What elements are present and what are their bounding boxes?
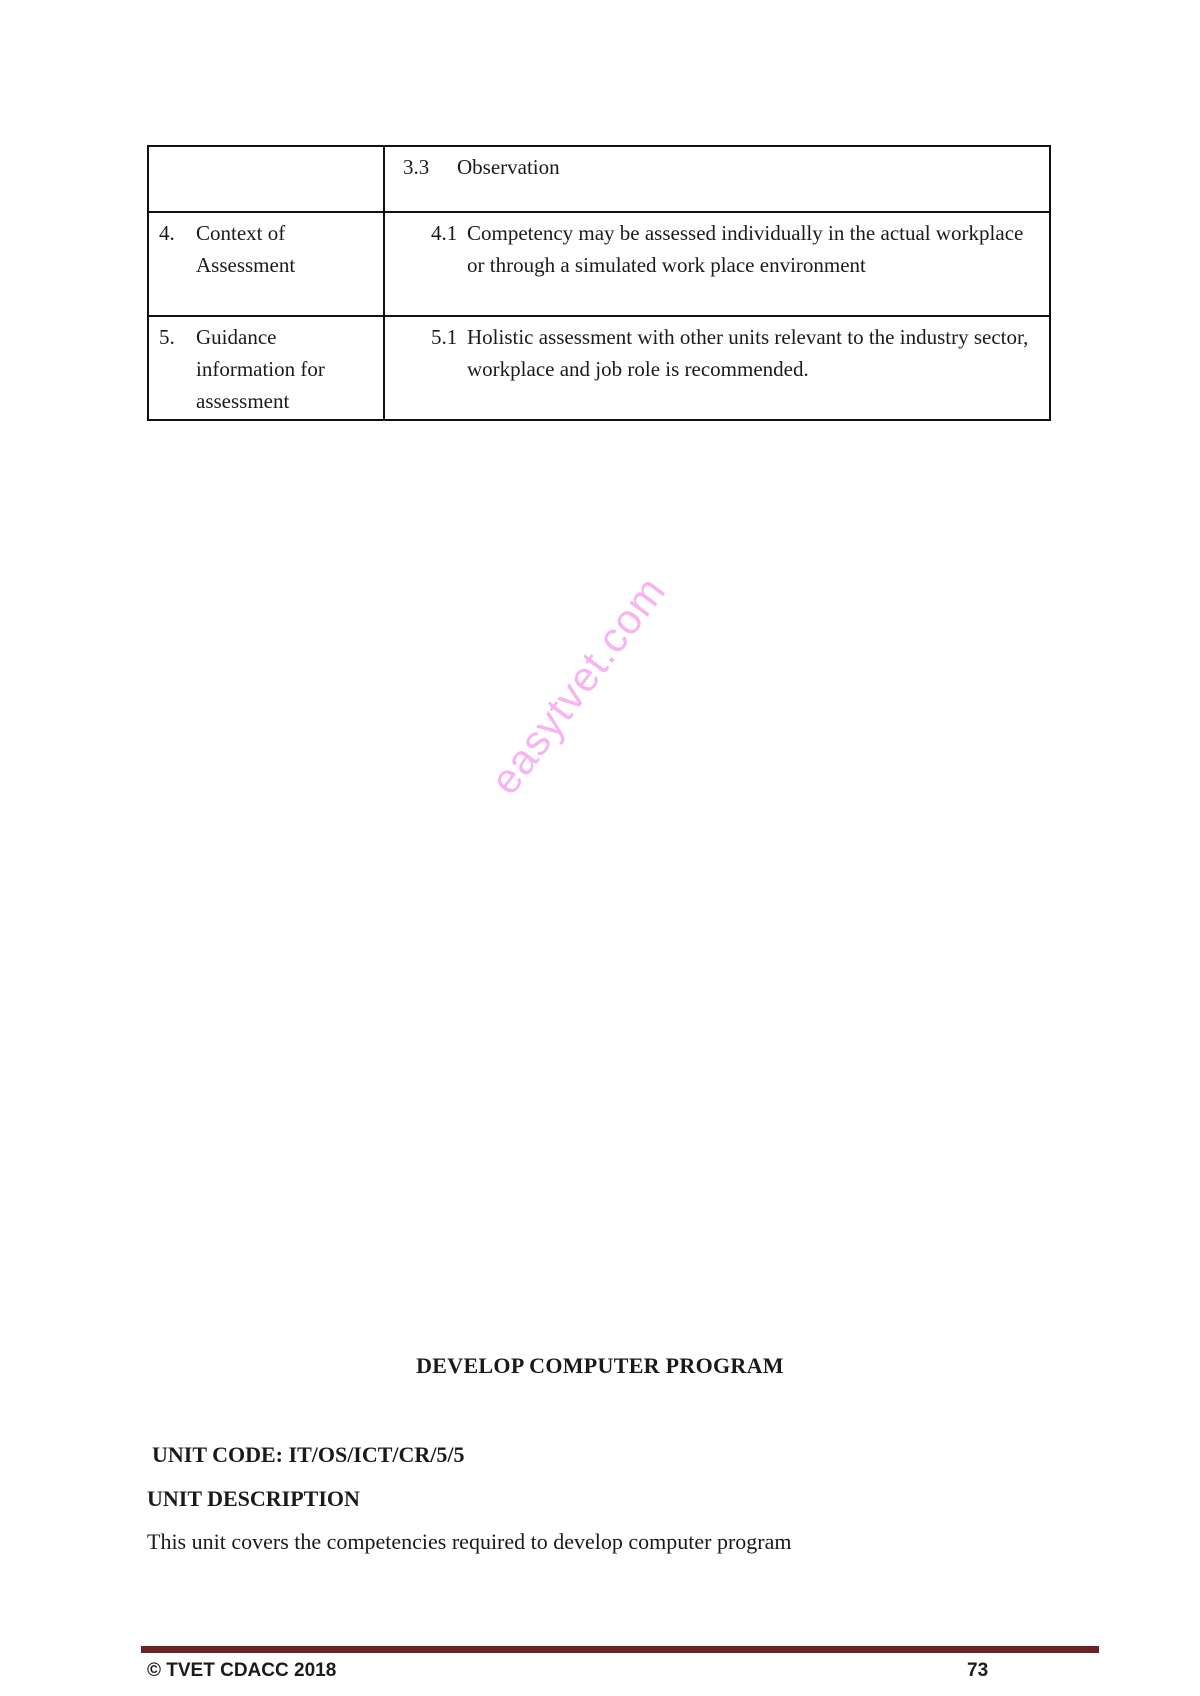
- item-text: Holistic assessment with other units relevant to the industry sector, workplace and job role is recommended.: [467, 325, 1029, 381]
- footer-divider: [141, 1646, 1099, 1653]
- table-cell-left: [148, 316, 384, 420]
- item-number: 4.: [159, 221, 175, 245]
- table-cell-right: [384, 316, 1050, 420]
- table-row: [148, 212, 1050, 316]
- critical-aspect-label: Guidance information for assessment: [196, 325, 325, 413]
- table-cell-right: [384, 146, 1050, 212]
- item-text: Observation: [457, 155, 560, 179]
- table-cell-left: [148, 146, 384, 212]
- table-cell-left: [148, 212, 384, 316]
- table-row: [148, 146, 1050, 212]
- assessment-table: [147, 145, 1051, 421]
- watermark: easytvet.com: [480, 567, 675, 803]
- unit-description-heading: UNIT DESCRIPTION: [147, 1486, 360, 1511]
- unit-code: UNIT CODE: IT/OS/ICT/CR/5/5: [152, 1442, 465, 1467]
- unit-title: DEVELOP COMPUTER PROGRAM: [416, 1353, 784, 1378]
- item-number: 4.1: [431, 221, 458, 245]
- item-number: 5.1: [431, 325, 458, 349]
- item-text: Competency may be assessed individually in the actual workplace or through a simulated work place environment: [467, 221, 1024, 277]
- item-number: 5.: [159, 325, 175, 349]
- footer-copyright: © TVET CDACC 2018: [147, 1660, 337, 1681]
- item-number: 3.3: [403, 155, 430, 179]
- page-number: 73: [967, 1660, 989, 1681]
- unit-description-text: This unit covers the competencies required to develop computer program: [147, 1529, 792, 1554]
- table-cell-right: [384, 212, 1050, 316]
- critical-aspect-label: Context of Assessment: [196, 221, 296, 277]
- table-row: [148, 316, 1050, 420]
